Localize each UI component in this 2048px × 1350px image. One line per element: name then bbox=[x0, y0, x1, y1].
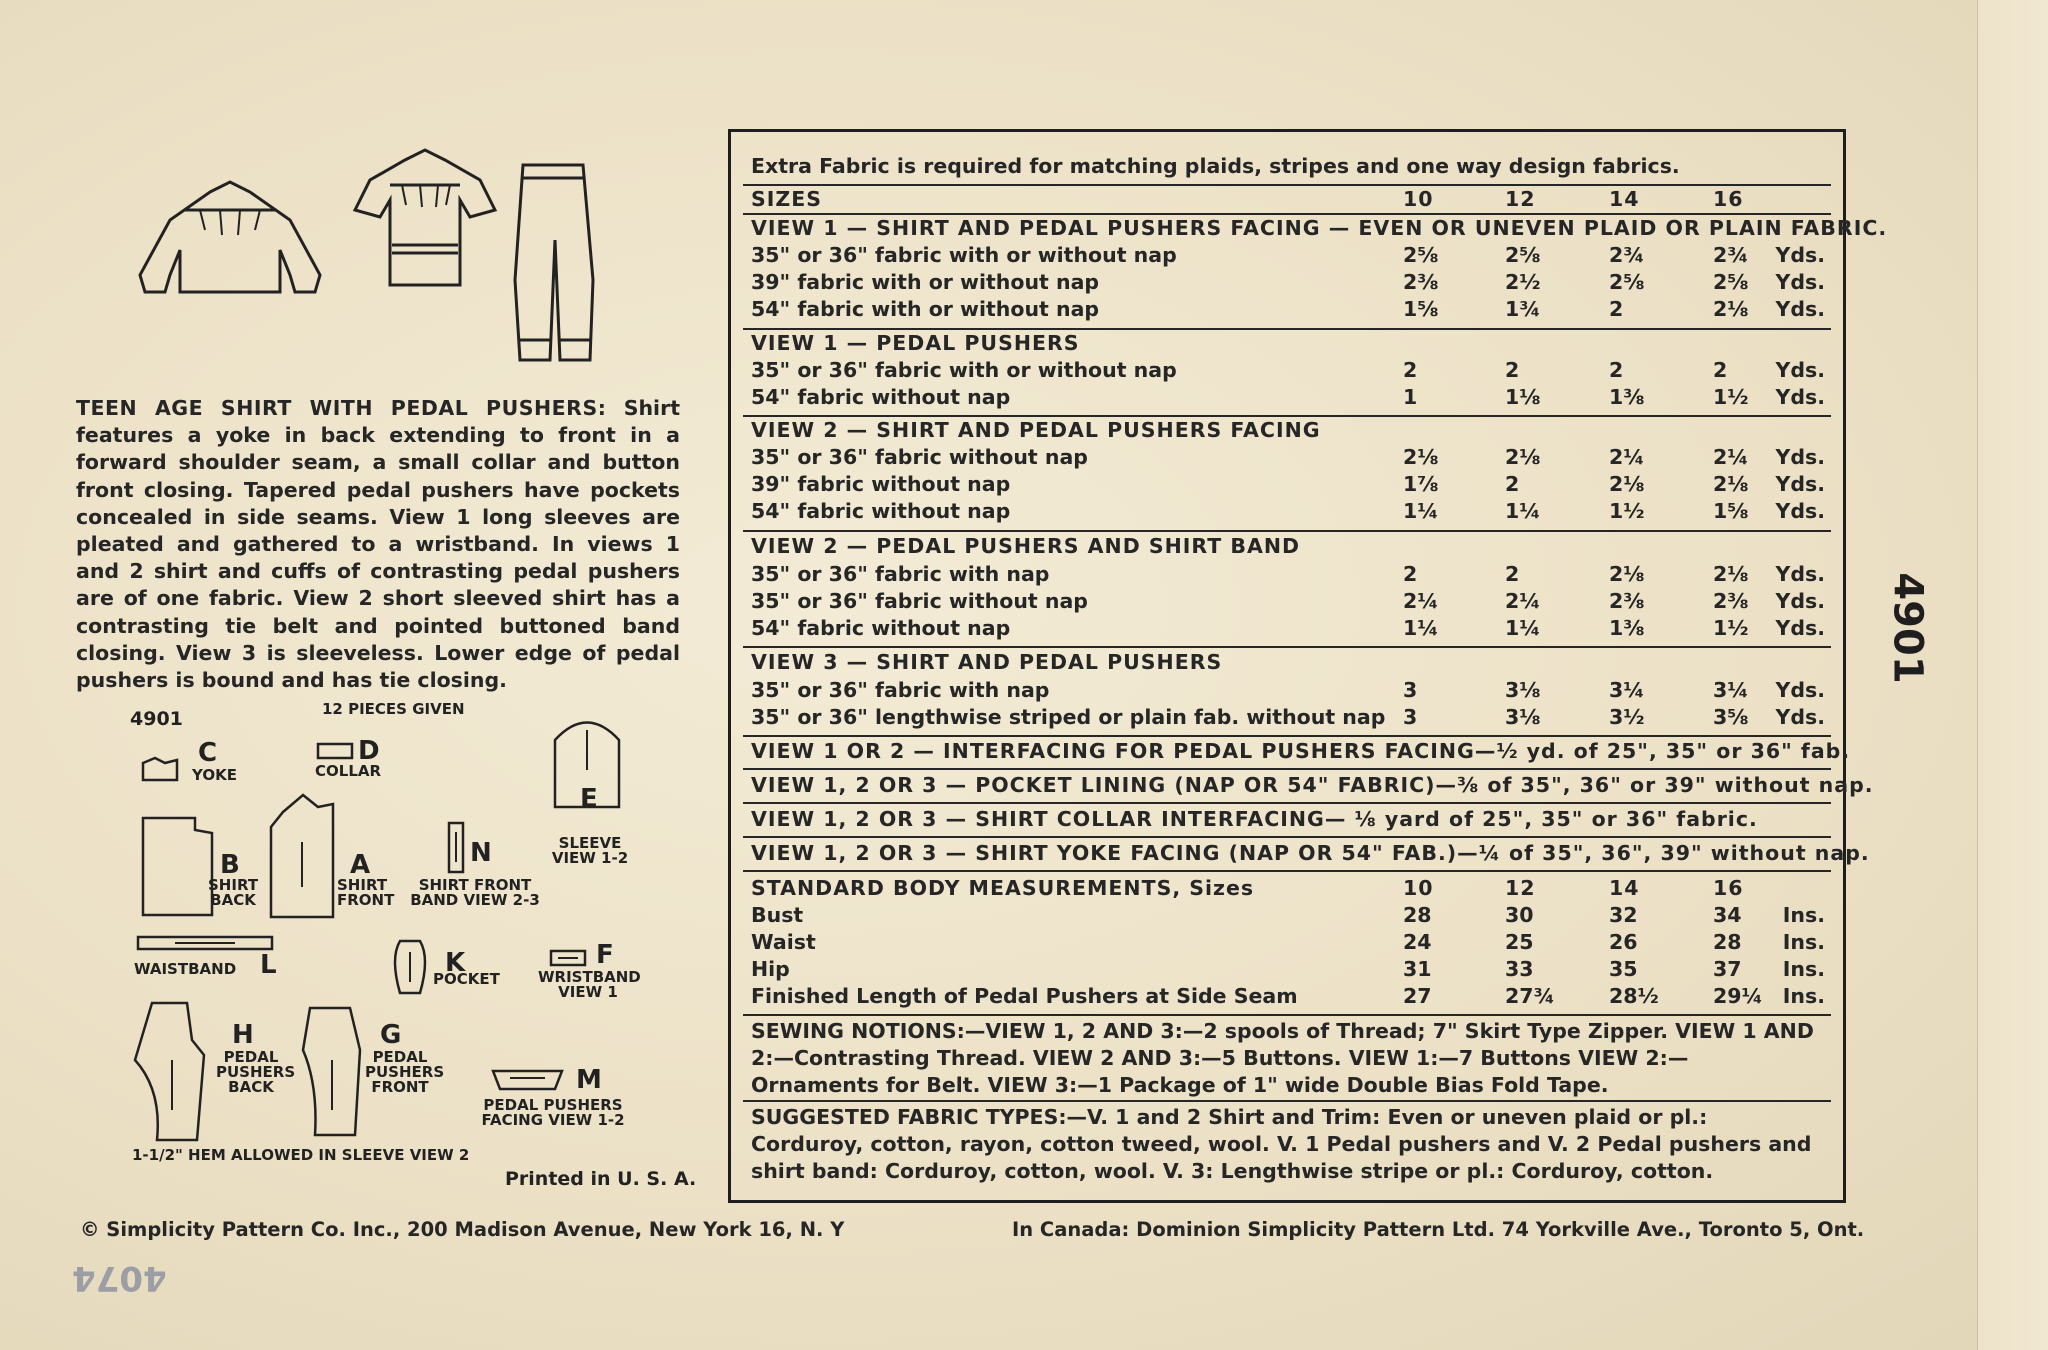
piece-label-shirt-front-band: SHIRT FRONT BAND VIEW 2-3 bbox=[410, 876, 540, 909]
pieces-given: 12 PIECES GIVEN bbox=[322, 700, 465, 718]
piece-label-sleeve: SLEEVE VIEW 1-2 bbox=[551, 834, 629, 867]
footer-left: © Simplicity Pattern Co. Inc., 200 Madison Avenue, New York 16, N. Y bbox=[80, 1218, 845, 1241]
sewing-notions: SEWING NOTIONS:—VIEW 1, 2 AND 3:—2 spools of Thread; 7" Skirt Type Zipper. VIEW 1 AND 2:—Contrasting Thread. VIEW 2 AND 3:—5 Buttons. VIEW 1:—7 Buttons VIEW 2:— Ornaments for Belt. VIEW 3:—1 Package of 1" wide Double Bias Fold Tape. bbox=[751, 1019, 1814, 1097]
piece-label-yoke: YOKE bbox=[192, 766, 237, 784]
piece-letter-b: B bbox=[220, 850, 240, 880]
wristband-piece-shape bbox=[548, 948, 588, 968]
piece-letter-g: G bbox=[380, 1020, 402, 1050]
piece-letter-l: L bbox=[260, 950, 277, 980]
collar-piece-shape bbox=[315, 740, 355, 762]
hem-note: 1-1/2" HEM ALLOWED IN SLEEVE VIEW 2 bbox=[132, 1146, 470, 1164]
pedal-pushers-front-piece-shape bbox=[300, 1005, 365, 1140]
description-lead: TEEN AGE SHIRT WITH PEDAL PUSHERS: bbox=[76, 396, 607, 420]
pedal-pushers-drawing bbox=[505, 160, 600, 375]
piece-letter-f: F bbox=[596, 940, 614, 970]
piece-letter-h: H bbox=[232, 1020, 254, 1050]
piece-letter-m: M bbox=[576, 1065, 602, 1095]
envelope-flap bbox=[1977, 0, 2048, 1350]
side-pattern-number: 4901 bbox=[1884, 572, 1931, 684]
suggested-fabric-types: SUGGESTED FABRIC TYPES:—V. 1 and 2 Shirt and Trim: Even or uneven plaid or pl.: Corduroy, cotton, rayon, cotton tweed, wool. V. 1 Pedal pushers and V. 2 Pedal pushers and shirt band: Corduroy, cotton, wool. V. 3: Lengthwise stripe or pl.: Corduroy, cotton. bbox=[751, 1105, 1812, 1183]
yoke-piece-shape bbox=[140, 755, 180, 785]
piece-label-collar: COLLAR bbox=[315, 762, 382, 780]
footer-right: In Canada: Dominion Simplicity Pattern Ltd. 74 Yorkville Ave., Toronto 5, Ont. bbox=[1012, 1218, 1865, 1241]
pattern-number: 4901 bbox=[130, 708, 183, 730]
shirt-long-sleeve-drawing bbox=[130, 180, 330, 300]
piece-label-pedal-pushers-front: PEDAL PUSHERS FRONT bbox=[365, 1048, 445, 1096]
pedal-pushers-back-piece-shape bbox=[132, 1000, 207, 1145]
pocket-piece-shape bbox=[390, 938, 430, 996]
description-body: Shirt features a yoke in back extending to front in a forward shoulder seam, a small collar and button front closing. Tapered pedal pushers have pockets concealed in side seams. View 1 long sleeves are pleated and gathered to a wristband. In views 1 and 2 shirt and cuffs of contrasting pedal pushers are of one fabric. View 2 short sleeved shirt has a contrasting tie belt and pointed buttoned band closing. View 3 is sleeveless. Lower edge of pedal pushers is bound and has tie closing. bbox=[76, 396, 680, 693]
waistband-piece-shape bbox=[135, 934, 275, 952]
piece-letter-n: N bbox=[470, 838, 492, 868]
piece-label-pedal-pushers-back: PEDAL PUSHERS BACK bbox=[216, 1048, 296, 1096]
piece-letter-e: E bbox=[580, 784, 598, 814]
handwritten-stamp: 4074 bbox=[72, 1258, 167, 1298]
piece-label-wristband: WRISTBAND VIEW 1 bbox=[538, 968, 641, 1001]
piece-letter-k: K bbox=[445, 948, 466, 978]
shirt-short-sleeve-drawing bbox=[350, 145, 500, 295]
piece-label-shirt-back: SHIRT BACK bbox=[208, 876, 259, 909]
printed-in-usa: Printed in U. S. A. bbox=[505, 1168, 697, 1190]
piece-letter-a: A bbox=[350, 850, 371, 880]
piece-letter-c: C bbox=[198, 738, 218, 768]
piece-label-pocket: POCKET bbox=[433, 970, 500, 988]
piece-letter-d: D bbox=[358, 736, 380, 766]
piece-label-waistband: WAISTBAND bbox=[134, 960, 237, 978]
piece-label-pedal-pushers-facing: PEDAL PUSHERS FACING VIEW 1-2 bbox=[481, 1096, 625, 1129]
yardage-table: Extra Fabric is required for matching plaids, stripes and one way design fabrics. SIZES 10 12 14 16 VIEW 1 — SHIRT AND PEDAL PUSHERS FACING — EVEN OR UNEVEN PLAID OR PLAIN FABRIC. 35" or 36" fabric with or without nap 2⅝ 2⅝ 2¾ 2¾ Yds. 39" fabric with or without nap 2⅜ 2½ 2⅝ 2⅝ Yds. 54" fabric with or without nap 1⅝ 1¾ 2 2⅛ Yds. VIEW 1 — PEDAL PUSHERS 35" or 36" fabric with or without nap 2 2 2 2 Yds. 54" fabric without nap 1 1⅛ 1⅜ 1½ Yds. VIEW 2 — SHIRT AND PEDAL PUSHERS FACING 35" or 36" fabric without nap 2⅛ 2⅛ 2¼ 2¼ Yds. 39" fabric without nap 1⅞ 2 2⅛ 2⅛ Yds. 54" fabric without nap 1¼ 1¼ 1½ 1⅝ Yds. VIEW 2 — PEDAL PUSHERS AND SHIRT BAND 35" or 36" fabric with nap 2 2 2⅛ 2⅛ Yds. 35" or 36" fabric without nap 2¼ 2¼ 2⅜ 2⅜ Yds. 54" fabric without nap 1¼ 1¼ 1⅜ 1½ Yds. VIEW 3 — SHIRT AND PEDAL PUSHERS 35" or 36" fabric with nap 3 3⅛ 3¼ 3¼ Yds. 35" or 36" lengthwise striped or plain fab. without nap 3 3⅛ 3½ 3⅝ Yds. VIEW 1 OR 2 — INTERFACING FOR PEDAL PUSHERS FACING—½ yd. of 25", 35" or 36" fab. VIEW 1, 2 OR 3 — POCKET LINING (NAP OR 54" FABRIC)—⅜ of 35", 36" or 39" without nap. VIEW 1, 2 OR 3 — SHIRT COLLAR INTERFACING— ⅛ yard of 25", 35" or 36" fabric. VIEW 1, 2 OR 3 — SHIRT YOKE FACING (NAP OR 54" FAB.)—¼ of 35", 36", 39" without nap. STANDARD BODY MEASUREMENTS, Sizes 10 12 14 16 Bust 28 30 32 34 Ins. Waist 24 25 26 28 Ins. Hip 31 33 35 37 Ins. Finished Length of Pedal Pushers at Side Seam 27 27¾ 28½ 29¼ Ins. SEWING NOTIONS:—VIEW 1, 2 AND 3:—2 spools of Thread; 7" Skirt Type Zipper. VIEW 1 AND 2:—Contrasting Thread. VIEW 2 AND 3:—5 Buttons. VIEW 1:—7 Buttons VIEW 2:— Ornaments for Belt. VIEW 3:—1 Package of 1" wide Double Bias Fold Tape. SUGGESTED FABRIC TYPES:—V. 1 and 2 Shirt and Trim: Even or uneven plaid or pl.: Corduroy, cotton, rayon, cotton tweed, wool. V. 1 Pedal pushers and V. 2 Pedal pushers and shirt band: Corduroy, cotton, wool. V. 3: Lengthwise stripe or pl.: Corduroy, cotton. bbox=[728, 129, 1846, 1203]
shirt-front-piece-shape bbox=[268, 792, 338, 922]
garment-description bbox=[76, 395, 680, 694]
piece-label-shirt-front: SHIRT FRONT bbox=[337, 876, 395, 909]
pedal-pushers-facing-piece-shape bbox=[490, 1068, 565, 1092]
pattern-pieces-diagram bbox=[120, 700, 680, 1170]
shirt-front-band-piece-shape bbox=[445, 820, 467, 875]
shirt-back-piece-shape bbox=[140, 815, 215, 920]
